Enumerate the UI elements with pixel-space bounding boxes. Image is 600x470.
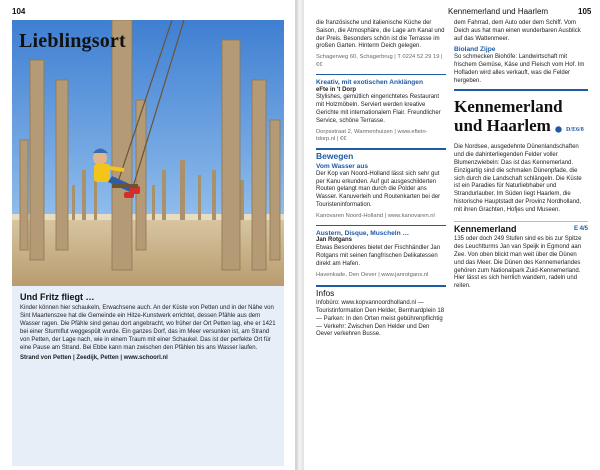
- subsection-map-ref: E 4/5: [573, 225, 588, 232]
- beach-swing-image: [12, 20, 284, 286]
- info-text: Infobüro: www.kopvannoordholland.nl — Touristinformation Den Helder, Bernhardplein 18 — Parken: In den Orten meist gebührenpflichtig — Verkehr: Zwischen Den Helder und Den Oever verkehren Busse.: [316, 300, 445, 338]
- running-head: Kennemerland und Haarlem: [448, 7, 549, 16]
- photo-title: Lieblingsort: [19, 30, 126, 52]
- entry1-address: Dorpsstraat 2, Warmenhuizen | www.eftein-tdorp.nl | €€: [316, 128, 428, 143]
- entry1-text: Stylishes, gemütlich eingerichtetes Restaurant mit Holzmöbeln. Serviert werden kreative Gerichte mit internationalem Flair. Freundlicher Service, schöne Terrasse.: [316, 94, 441, 124]
- box-text: Kinder können hier schaukeln, Erwachsene auch. An der Küste von Petten und in der Nähe von Sint Maartenszee hat die Gemeinde ein Hitze-Kunstwerk errichtet, dessen Pfähle aus dem Wasser ragen. Die Pfähle sind genau dort angebracht, wo früher der Ort Petten lag, ehe er 1421 bei einer Sturmflut weggespült wurde. Ein ganzes Dorf, das im Meer versunken ist, am Strand von Petten, der Lage nach, wie in einem Traum mit einer Schaukel. Das ist der perfekte Ort für eine Pause am Strand. Bei Ebbe kann man zwischen den Pfählen bis ans Wasser laufen.: [20, 305, 276, 351]
- entry3-name: Jan Rotgans: [316, 237, 353, 244]
- entry-text: So schmecken Biohöfe: Landwirtschaft mit frischem Gemüse, Käse und Fleisch vom Hof. Im Hofladen wird alles verkauft, was die Felder hergeben.: [454, 54, 585, 84]
- intro-text: die französische und italienische Küche der Saison, die Atmosphäre, die Lage am Kanal und der Preis. Besonders schön ist die Terrasse im großen Garten. Hinterm Deich gelegen.: [316, 20, 445, 50]
- info-heading: Infos: [316, 288, 335, 299]
- favorite-place-box: [12, 286, 284, 466]
- divider: [316, 225, 446, 226]
- chapter-text: Die Nordsee, ausgedehnte Dünenlandschaften und die dahinterliegenden Felder voller Blumenzwiebeln: Das ist das Kennemerland. Einzigartig sind die schmalen Dünenpfade, die sich durch die Landschaft schlängeln. Die Küste ist ein Paradies für Naturliebhaber und Strandurlauber. Im Süden liegt Haarlem, die historische Hauptstadt der Provinz Nordholland, mit ihren Grachten, Hofjes und Museen.: [454, 144, 582, 213]
- entry2-address: Kanovaren Noord-Holland | www.kanovaren.nl: [316, 212, 435, 219]
- entry-name: Bioland Zijpe: [454, 46, 496, 54]
- right-page-number: 105: [578, 7, 592, 16]
- map-pin-icon: ⬤: [555, 127, 562, 134]
- info-box: [316, 285, 446, 339]
- entry3-address: Havenkade, Den Oever | www.janrotgans.nl: [316, 271, 429, 278]
- box-title: Und Fritz fliegt …: [20, 292, 95, 302]
- column-b: [454, 20, 588, 294]
- entry1-name: eFte in 't Dorp: [316, 86, 357, 93]
- entry1-title: Kreativ, mit exotischen Anklängen: [316, 78, 423, 86]
- swing-photo: [12, 20, 284, 286]
- chapter-title: [454, 89, 588, 140]
- left-page: [0, 0, 296, 470]
- column-a: [316, 20, 446, 339]
- box-address: Strand von Petten | Zeedijk, Petten | www.schoorl.nl: [20, 355, 168, 362]
- subsection-title: Kennemerland: [454, 223, 517, 234]
- entry3-title: Austern, Disque, Muscheln …: [316, 229, 410, 237]
- intro-address: Schagerweg 60, Schagerbrug | T 0224 52 29 19 | €€: [316, 54, 443, 68]
- entry2-text: Der Kop van Noord-Holland lässt sich sehr gut per Kanu erkunden. Auf gut ausgeschilderten Routen gelangt man durch die Polder ans Wasser. Kanuverleih und Routenkarten bei der Touristeninformation.: [316, 170, 441, 208]
- section-title: Bewegen: [316, 148, 446, 161]
- top-text: dem Fahrrad, dem Auto oder dem Schiff. Vom Deich aus hat man einen wunderbaren Ausblick auf das Wattenmeer.: [454, 20, 581, 42]
- left-page-number: 104: [12, 7, 26, 16]
- entry3-text: Etwas Besonderes bietet der Fischhändler Jan Rotgans mit seinen fangfrischen Delikatessen direkt am Hafen.: [316, 245, 441, 267]
- divider: [316, 74, 446, 75]
- entry2-title: Vom Wasser aus: [316, 162, 369, 170]
- subsection-text: 135 oder doch 249 Stufen sind es bis zur Spitze des Leuchtturms Jan van Speijk in Egmond aan Zee. Von oben blickt man weit über die Dünen und das Meer. Die Dünen des Kennemerlandes gehören zum Nationalpark Zuid-Kennemerland. Hier lässt es sich herrlich wandern, radeln und reiten.: [454, 236, 582, 290]
- book-gutter: [296, 0, 304, 470]
- chapter-map-ref: D/E6/8: [566, 127, 584, 134]
- chapter-title-text: Kennemerland und Haarlem: [454, 97, 563, 136]
- subsection-header: [454, 221, 588, 234]
